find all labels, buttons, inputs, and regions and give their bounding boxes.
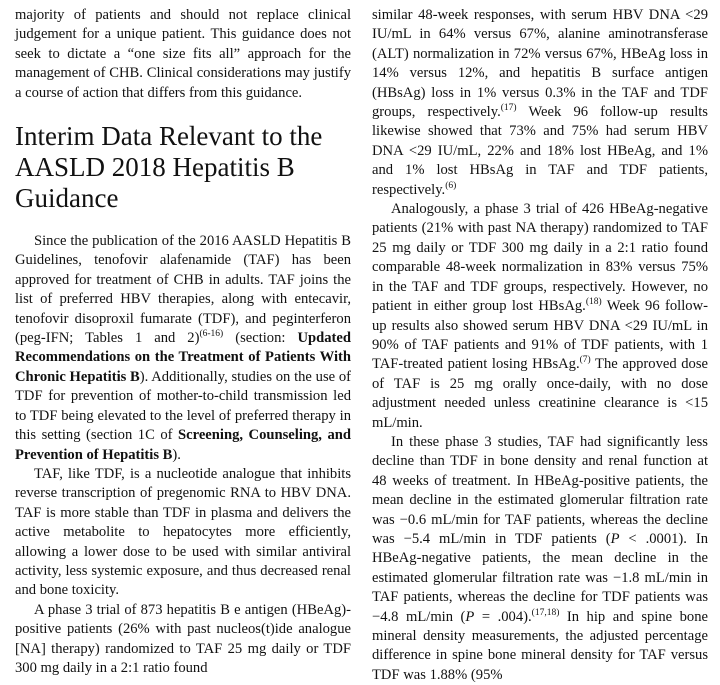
section-reference-treatment: Updated Recommendations on the Treatment of Patients With Chronic Hepatitis B — [15, 330, 351, 385]
paragraph-hbeag-negative-trial: Analogously, a phase 3 trial of 426 HBeAg-negative patients (21% with past NA therapy) randomized to TAF 25 mg daily or TDF 300 mg daily in a 2:1 ratio found comparable 48-week normalization in 83% versus 75% in the TAF and TDF groups, respectively. However, no patient in either group lost HBsAg.$^{(18)}$ Week 96 follow-up results also showed serum HBV DNA <29 IU/mL in 90% of TAF patients and 91% of TDF patients, with 1 TAF-treated patient losing HBsAg.$^{(7)}$ The approved dose of TAF is 25 mg orally once-daily, with no dose adjustment needed unless creatinine clearance is <15 mL/min. — [372, 201, 709, 431]
reference-superscript: (6-16) — [199, 329, 224, 340]
reference-superscript: (6) — [445, 180, 457, 191]
right-column — [372, 6, 708, 685]
left-column — [15, 6, 351, 678]
reference-superscript: (7) — [579, 355, 591, 366]
reference-superscript: (17,18) — [531, 607, 560, 618]
paragraph-bone-renal: In these phase 3 studies, TAF had significantly less decline than TDF in bone density and renal function at 48 weeks of treatment. In HBeAg-positive patients, the mean decline in the estimated glomerular filtration rate was −0.6 mL/min for TAF patients, whereas the decline was −5.4 mL/min in TDF patients (P < .0001). In HBeAg-negative patients, the mean decline in the estimated glomerular filtration rate was −1.8 mL/min in TAF patients, whereas the decline for TDF patients was −4.8 mL/min (P = .004).$^{(17,18)}$ In hip and spine bone mineral density measurements, the adjusted percentage difference in spine bone mineral density for TAF versus TDF was 1.88% (95% — [372, 433, 709, 683]
reference-superscript: (17) — [500, 103, 517, 114]
paragraph-intro-continuation: majority of patients and should not replace clinical judgement for a unique patient. This guidance does not seek to dictate a “one size fits all” approach for the management of CHB. Clinical considerations may justify a course of action that differs from this guidance. — [15, 7, 351, 101]
reference-superscript: (18) — [585, 297, 602, 308]
paragraph-week48-results: similar 48-week responses, with serum HBV DNA <29 IU/mL in 64% versus 67%, alanine aminotransferase (ALT) normalization in 72% versus 67%, HBeAg loss in 14% versus 12%, and hepatitis B surface antigen (HBsAg) loss in 1% versus 0.3% in the TAF and TDF groups, respectively.$^{(17)}$ Week 96 follow-up results likewise showed that 73% and 75% had serum HBV DNA <29 IU/mL, 22% and 18% lost HBeAg, and 1% and 1% lost HBsAg in TAF and TDF patients, respectively.$^{(6)}$ — [372, 7, 708, 198]
paragraph-taf-approval: Since the publication of the 2016 AASLD Hepatitis B Guidelines, tenofovir alafenamide (TAF) has been approved for treatment of CHB in adults. TAF joins the list of preferred HBV therapies, along with entecavir, tenofovir disoproxil fumarate (TDF), and peginterferon (peg-IFN; Tables 1 and 2)$^{(6-16)}$ (section: Updated Recommendations on the Treatment of Patients With Chronic Hepatitis B). Additionally, studies on the use of TDF for prevention of mother-to-child transmission led to TDF being elevated to the level of preferred therapy in this setting (section 1C of Screening, Counseling, and Prevention of Hepatitis B). — [15, 233, 351, 463]
p-value-symbol: P — [610, 530, 620, 547]
section-reference-screening: Screening, Counseling, and Prevention of Hepatitis B — [15, 427, 351, 463]
paragraph-taf-mechanism: TAF, like TDF, is a nucleotide analogue that inhibits reverse transcription of pregenomic RNA to HBV DNA. TAF is more stable than TDF in plasma and delivers the active metabolite to hepatocytes more efficiently, allowing a lower dose to be used with similar antiviral activity, less systemic exposure, and thus decreased renal and bone toxicity. — [15, 465, 351, 599]
paragraph-hbeag-positive-trial: A phase 3 trial of 873 hepatitis B e antigen (HBeAg)-positive patients (26% with past nucleos(t)ide analogue [NA] therapy) randomized to TAF 25 mg daily or TDF 300 mg daily in a 2:1 ratio found — [15, 601, 351, 676]
p-value-symbol: P — [465, 608, 475, 625]
section-heading: Interim Data Relevant to the AASLD 2018 Hepatitis B Guidance — [15, 121, 323, 214]
